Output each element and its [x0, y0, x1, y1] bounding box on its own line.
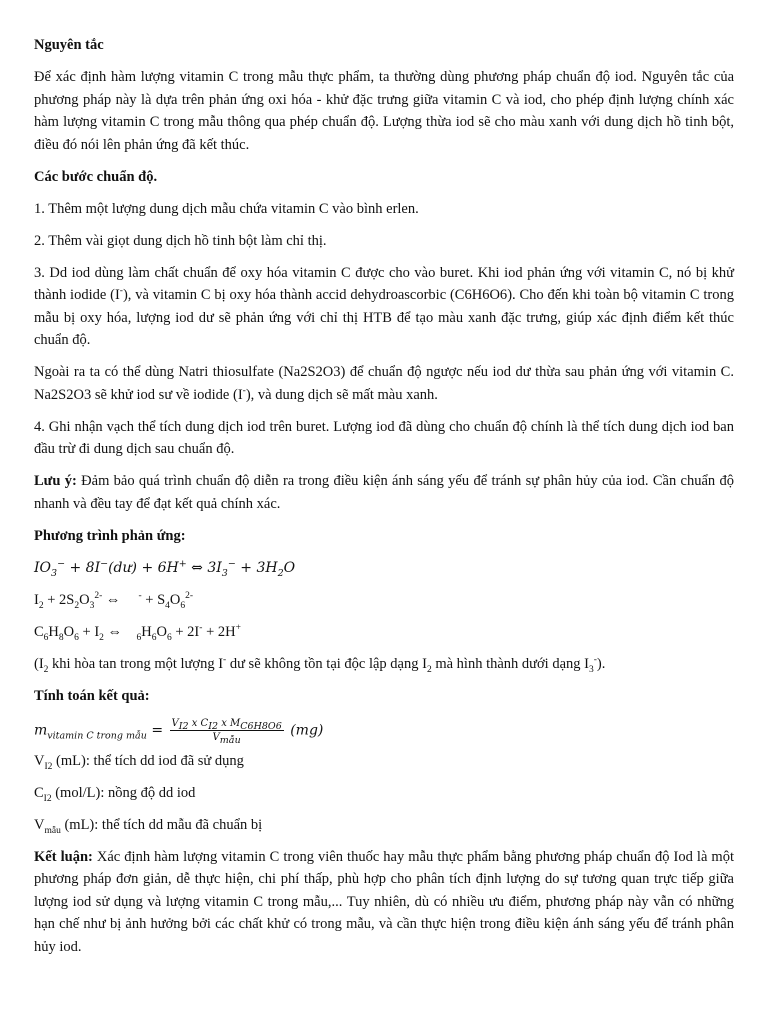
heading-calculation: Tính toán kết quả: [34, 687, 150, 704]
paragraph-principle: Để xác định hàm lượng vitamin C trong mẫu thực phẩm, ta thường dùng phương pháp chuẩn độ iod. Nguyên tắc của phương pháp này là dựa trên phản ứng oxi hóa - khử đặc trưng giữa vitamin C và iod, cho phép định lượng chính xác hàm lượng vitamin C trong mẫu thông qua phép chuẩn độ. Lượng thừa iod sẽ cho màu xanh với dung dịch hồ tinh bột, điều đó nói lên phản ứng đã kết thúc. [34, 69, 734, 153]
step-2: 2. Thêm vài giọt dung dịch hồ tinh bột làm chỉ thị. [34, 232, 327, 249]
heading-steps: Các bước chuẩn độ. [34, 168, 158, 185]
definition-c-i2: $C_{I2}$ (mol/L): nồng độ dd iod [34, 784, 196, 804]
step-4: 4. Ghi nhận vạch thể tích dung dịch iod trên buret. Lượng iod đã dùng cho chuẩn độ chính là thể tích dung dịch iod ban đầu trừ đi dung dịch sau chuẩn độ. [34, 418, 734, 457]
step-3: 3. Dd iod dùng làm chất chuẩn để oxy hóa vitamin C được cho vào buret. Khi iod phản ứng với vitamin C, nó bị khử thành iodide (I-), và vitamin C bị oxy hóa thành accid dehydroascorbic (C6H6O6). Cho đến khi toàn bộ vitamin C trong mẫu bị oxy hóa, lượng iod dư sẽ phản ứng với chỉ thị HTB để tạo màu xanh đặc trưng, giúp xác định điểm kết thúc chuẩn độ. [34, 264, 734, 348]
calculation-formula: $m_{vitamin C trong mẫu}$ = $\frac{V_{I2} x C_{I2} x M_{C6H8O6}}{V_{mẫu}}$ (mg) [34, 717, 324, 746]
heading-principle: Nguyên tắc [34, 37, 104, 53]
definition-v-i2: $V_{I2}$ (mL): thể tích dd iod đã sử dụng [34, 752, 244, 772]
equation-3: $C_6H_8O_6 + I_2$ ⇔ $_6H_6O_6 + 2I^- + 2H^+$ [34, 622, 241, 643]
step-1: 1. Thêm một lượng dung dịch mẫu chứa vitamin C vào bình erlen. [34, 200, 419, 217]
equation-1: $IO_3^-$ + 8I−(dư) + 6H+ ⇔ $3I_3^- + 3H_2O$ [34, 557, 296, 579]
conclusion-label: Kết luận: [34, 848, 93, 865]
note-label: Lưu ý: [34, 473, 77, 489]
conclusion-paragraph: Kết luận: Xác định hàm lượng vitamin C trong viên thuốc hay mẫu thực phẩm bằng phương pháp chuẩn độ Iod là một phương pháp đơn giản, dễ thực hiện, chi phí thấp, phù hợp cho phân tích định lượng do sự tương quan trực tiếp giữa lượng iod sử dụng và lượng vitamin C trong mẫu,... Tuy nhiên, dù có nhiều ưu điểm, phương pháp này vẫn có những hạn chế như bị ảnh hưởng bởi các chất khử có trong mẫu, và cần thực hiện trong điều kiện ánh sáng yếu để tránh phân hủy iod. [34, 848, 734, 955]
back-titration-paragraph: Ngoài ra ta có thể dùng Natri thiosulfate (Na2S2O3) để chuẩn độ ngược nếu iod dư thừa sau phản ứng với vitamin C. Na2S2O3 sẽ khử iod sư về iodide (I-), và dung dịch sẽ mất màu xanh. [34, 364, 734, 403]
note-paragraph: Lưu ý: Đảm bảo quá trình chuẩn độ diễn ra trong điều kiện ánh sáng yếu để tránh sự phân hủy của iod. Cần chuẩn độ nhanh và đều tay để đạt kết quả chính xác. [34, 473, 735, 512]
equation-2: $I_2 + 2S_2O_3^{2-}$ ⇔ $^- + S_4O_6^{2-}$ [34, 590, 194, 611]
formula-fraction: $\frac{V_{I2} x C_{I2} x M_{C6H8O6}}{V_{mẫu}}$ [171, 717, 282, 746]
iodine-note: ($I_2$ khi hòa tan trong một lượng I- dư sẽ không tồn tại độc lập dạng $I_2$ mà hình thành dưới dạng $I_3^-$). [34, 654, 606, 675]
heading-equations: Phương trình phản ứng: [34, 527, 186, 544]
definition-v-sample: $V_{mẫu}$ (mL): thể tích dd mẫu đã chuẩn bị [34, 816, 263, 836]
